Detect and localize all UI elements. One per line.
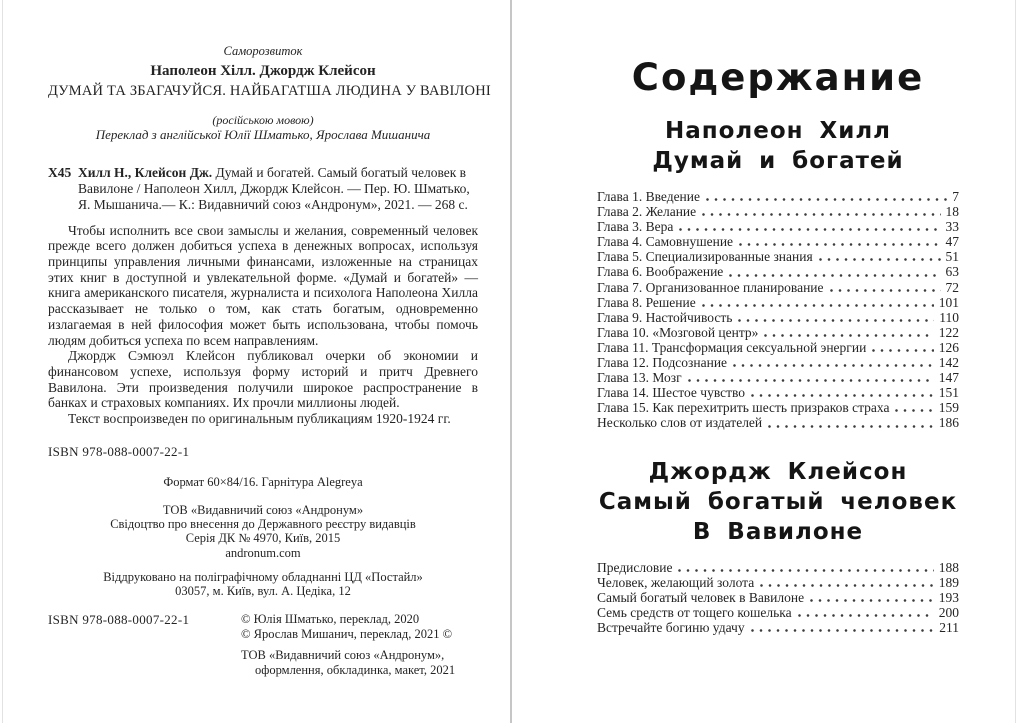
annotation-block <box>48 223 478 427</box>
format-line: Формат 60×84/16. Гарнітура Alegreya <box>163 474 363 489</box>
toc-page-number: 142 <box>938 355 959 371</box>
toc-entry-label: Самый богатый человек в Вавилоне <box>597 589 805 605</box>
toc-entry-label: Человек, желающий золота <box>597 574 755 590</box>
copyright-lines <box>241 612 478 642</box>
title-block <box>48 44 491 143</box>
leader-dots <box>751 629 935 632</box>
toc-entry-label: Глава 3. Вера <box>597 219 674 235</box>
toc-entry <box>597 370 959 385</box>
toc-entry-label: Глава 15. Как перехитрить шесть призраков страха <box>597 400 890 416</box>
bibliographic-description: Думай и богатей. Самый богатый человек в Вавилоне / Наполеон Хилл, Джордж Клейсон. — Пер. Ю. Шматько, Я. Мышанича.— К.: Видавничий союз «Андронум», 2021. — 268 с. <box>78 165 470 213</box>
toc-page-number: 122 <box>938 324 959 340</box>
leader-dots <box>733 364 934 367</box>
leader-dots <box>798 614 934 617</box>
section-title-hill <box>597 116 959 176</box>
leader-dots <box>706 198 947 201</box>
toc-entry <box>597 605 959 620</box>
section-title-line: Джордж Клейсон <box>648 458 908 485</box>
toc-page-number: 193 <box>938 589 959 605</box>
toc-entry-label: Глава 14. Шестое чувство <box>597 385 746 401</box>
contents-heading: Содержание <box>631 56 925 99</box>
contents-page <box>512 0 1020 723</box>
leader-dots <box>679 228 940 231</box>
bibliographic-entry <box>48 165 478 214</box>
toc-page-number: 110 <box>939 309 959 325</box>
copyright-line: © Юлія Шматько, переклад, 2020 <box>241 612 420 627</box>
isbn-copyright-row <box>48 612 478 678</box>
authors-line: Наполеон Хілл. Джордж Клейсон <box>150 63 376 79</box>
copyright-design-line: ТОВ «Видавничий союз «Андронум», <box>241 648 445 663</box>
leader-dots <box>819 258 941 261</box>
copyright-block <box>241 612 478 678</box>
toc-list-hill <box>597 189 959 431</box>
imprint-block <box>48 475 478 598</box>
section-title-line: Думай и богатей <box>652 148 904 174</box>
toc-entry-label: Глава 12. Подсознание <box>597 355 728 371</box>
leader-dots <box>738 319 934 322</box>
toc-entry <box>597 280 959 295</box>
toc-page-number: 188 <box>938 559 959 575</box>
toc-page-number: 51 <box>945 249 959 265</box>
bibliographic-authors: Хилл Н., Клейсон Дж. <box>78 165 213 180</box>
leader-dots <box>810 599 934 602</box>
section-title-line: В Вавилоне <box>692 518 864 545</box>
toc-entry-label: Глава 9. Настойчивость <box>597 309 733 325</box>
language-note: (російською мовою) <box>212 113 314 127</box>
toc-entry-label: Глава 2. Желание <box>597 204 697 220</box>
toc-entry <box>597 249 959 264</box>
toc-entry-label: Глава 10. «Мозговой центр» <box>597 324 759 340</box>
annotation-paragraph: Джордж Сэмюэл Клейсон публиковал очерки об экономии и финансовом успехе, используя форму историй и притч Древнего Вавилона. Эти произведения получили широкое распространение в банках и страховых компаниях. Их прочли миллионы людей. <box>48 348 478 411</box>
toc-entry <box>597 415 959 430</box>
toc-entry <box>597 385 959 400</box>
toc-page-number: 7 <box>952 189 959 204</box>
toc-entry <box>597 575 959 590</box>
toc-entry-label: Глава 4. Самовнушение <box>597 234 734 250</box>
toc-page-number: 200 <box>938 604 959 620</box>
section-title-line: Самый богатый человек <box>598 488 958 515</box>
leader-dots <box>688 379 934 382</box>
toc-entry <box>597 400 959 415</box>
toc-entry-label: Глава 1. Введение <box>597 189 700 204</box>
isbn-number-bottom: ISBN 978-088-0007-22-1 <box>48 612 190 628</box>
leader-dots <box>760 584 934 587</box>
toc-page-number: 101 <box>938 294 959 310</box>
leader-dots <box>739 243 940 246</box>
leader-dots <box>830 289 941 292</box>
toc-entry-label: Глава 8. Решение <box>597 294 696 310</box>
imprint-line: 03057, м. Київ, вул. А. Цедіка, 12 <box>175 583 351 598</box>
toc-entry <box>597 325 959 340</box>
toc-entry <box>597 340 959 355</box>
toc-page-number: 186 <box>938 415 959 431</box>
imprint-line: andronum.com <box>225 545 301 560</box>
leader-dots <box>895 409 933 412</box>
printing-lines <box>48 570 478 598</box>
imprint-line: ТОВ «Видавничий союз «Андронум» <box>162 502 364 517</box>
imprint-line: Серія ДК № 4970, Київ, 2015 <box>185 531 341 546</box>
toc-entry-label: Встречайте богиню удачу <box>597 619 745 635</box>
toc-entry-label: Глава 13. Мозг <box>597 370 682 386</box>
toc-entry <box>597 264 959 279</box>
toc-entry-label: Глава 11. Трансформация сексуальной энергии <box>597 339 867 355</box>
toc-entry-label: Несколько слов от издателей <box>597 415 763 431</box>
toc-entry <box>597 620 959 635</box>
annotation-paragraph: Чтобы исполнить все свои замыслы и желания, современный человек прежде всего должен добиться успеха в денежных вопросах, используя принципы управления личными финансами, изложенные на страницах этих книг в доступной и увлекательной форме. «Думай и богатей» — книга американского писателя, журналиста и психолога Наполеона Хилла рассказывает не только о том, как стать богатым, одновременно излагаемая в ней философия может быть использована, чтобы помочь людям добиться успеха по всем направлениям. <box>48 222 478 348</box>
toc-entry-label: Семь средств от тощего кошелька <box>597 604 792 620</box>
toc-entry-label: Предисловие <box>597 559 673 575</box>
copyright-line: © Ярослав Мишанич, переклад, 2021 © <box>241 627 453 642</box>
toc-page-number: 211 <box>939 619 959 635</box>
toc-page-number: 33 <box>945 219 959 235</box>
toc-entry <box>597 219 959 234</box>
section-title-clason <box>597 457 959 547</box>
toc-entry-label: Глава 7. Организованное планирование <box>597 279 824 295</box>
catalog-code: Х45 <box>48 165 72 180</box>
leader-dots <box>702 304 934 307</box>
toc-entry <box>597 204 959 219</box>
leader-dots <box>872 349 933 352</box>
leader-dots <box>678 569 933 572</box>
toc-entry <box>597 189 959 204</box>
toc-page-number: 63 <box>945 264 959 280</box>
leader-dots <box>768 425 934 428</box>
toc-entry-label: Глава 6. Воображение <box>597 264 724 280</box>
toc-list-clason <box>597 560 959 635</box>
toc-page-number: 47 <box>945 234 959 250</box>
series-label: Саморозвиток <box>223 44 303 58</box>
imprint-line: Свідоцтво про внесення до Державного реєстру видавців <box>110 517 416 532</box>
toc-page-number: 147 <box>938 370 959 386</box>
section-title-line: Наполеон Хилл <box>664 118 892 144</box>
translation-note: Переклад з англійської Юлії Шматько, Ярослава Мишанича <box>95 127 431 142</box>
toc-page-number: 151 <box>938 385 959 401</box>
toc-page-number: 18 <box>945 204 959 220</box>
leader-dots <box>764 334 933 337</box>
copyright-design-line-2: оформлення, обкладинка, макет, 2021 <box>255 663 456 678</box>
annotation-paragraph: Текст воспроизведен по оригинальным публикациям 1920-1924 гг. <box>68 411 451 427</box>
isbn-number: ISBN 978-088-0007-22-1 <box>48 443 190 459</box>
bibliographic-text <box>78 165 478 214</box>
toc-entry <box>597 234 959 249</box>
toc-entry <box>597 295 959 310</box>
toc-entry <box>597 560 959 575</box>
toc-page-number: 159 <box>938 400 959 416</box>
leader-dots <box>702 213 940 216</box>
publisher-lines <box>48 503 478 560</box>
toc-entry-label: Глава 5. Специализированные знания <box>597 249 813 265</box>
toc-page-number: 72 <box>945 279 959 295</box>
leader-dots <box>729 274 940 277</box>
imprint-line: Віддруковано на поліграфічному обладнанні ЦД «Постайл» <box>103 569 423 584</box>
book-title-line: ДУМАЙ ТА ЗБАГАЧУЙСЯ. НАЙБАГАТША ЛЮДИНА У ВАВІЛОНІ <box>48 83 491 99</box>
toc-page-number: 189 <box>938 574 959 590</box>
toc-entry <box>597 355 959 370</box>
toc-page-number: 126 <box>938 339 959 355</box>
toc-entry <box>597 310 959 325</box>
toc-entry <box>597 590 959 605</box>
leader-dots <box>751 394 934 397</box>
